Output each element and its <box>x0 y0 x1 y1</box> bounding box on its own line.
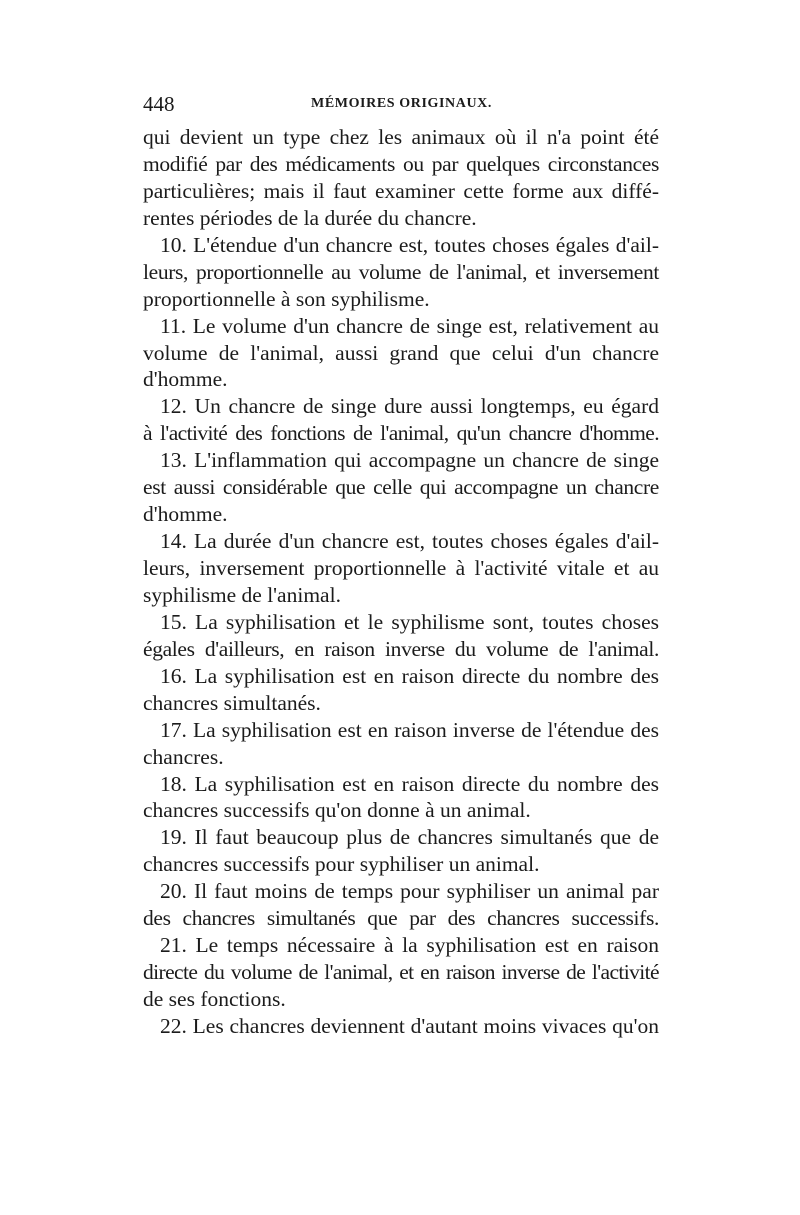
text-line: 16. La syphilisation est en raison directe du nombre des <box>160 663 659 688</box>
text-line: des chancres simultanés que par des chancres successifs. <box>143 906 659 931</box>
text-line: 12. Un chancre de singe dure aussi longtemps, eu égard <box>160 394 659 419</box>
text-line: 20. Il faut moins de temps pour syphiliser un animal par <box>160 879 659 904</box>
text-line: modifié par des médicaments ou par quelques circonstances <box>143 151 659 176</box>
text-line: chancres simultanés. <box>143 690 321 715</box>
text-line: 17. La syphilisation est en raison inverse de l'étendue des <box>160 717 659 742</box>
running-head <box>143 92 659 122</box>
text-line: 14. La durée d'un chancre est, toutes choses égales d'ail- <box>160 529 659 554</box>
text-line: leurs, inversement proportionnelle à l'activité vitale et au <box>143 556 659 580</box>
book-page <box>143 92 659 1040</box>
text-line: chancres. <box>143 744 224 769</box>
text-line: d'homme. <box>143 502 228 527</box>
text-line: 22. Les chancres deviennent d'autant moins vivaces qu'on <box>160 1013 659 1038</box>
text-line: 19. Il faut beaucoup plus de chancres simultanés que de <box>160 825 659 850</box>
text-line: à l'activité des fonctions de l'animal, qu'un chancre d'homme. <box>143 421 659 446</box>
text-line: d'homme. <box>143 367 228 392</box>
page-number: 448 <box>143 92 175 116</box>
text-line: égales d'ailleurs, en raison inverse du volume de l'animal. <box>143 636 659 661</box>
text-line: chancres successifs qu'on donne à un animal. <box>143 798 531 823</box>
body-text <box>143 124 659 1040</box>
text-line: particulières; mais il faut examiner cette forme aux diffé- <box>143 178 659 203</box>
text-line: 11. Le volume d'un chancre de singe est, relativement au <box>160 313 659 338</box>
text-line: syphilisme de l'animal. <box>143 582 341 607</box>
text-line: qui devient un type chez les animaux où il n'a point été <box>143 125 659 149</box>
text-line: directe du volume de l'animal, et en raison inverse de l'activité <box>143 960 659 985</box>
text-line: 13. L'inflammation qui accompagne un chancre de singe <box>160 448 659 473</box>
text-line: est aussi considérable que celle qui accompagne un chancre <box>143 475 659 500</box>
text-line: 10. L'étendue d'un chancre est, toutes choses égales d'ail- <box>160 232 659 257</box>
text-line: de ses fonctions. <box>143 987 286 1011</box>
text-line: 18. La syphilisation est en raison directe du nombre des <box>160 771 659 796</box>
running-title: MÉMOIRES ORIGINAUX. <box>311 96 492 111</box>
text-line: 15. La syphilisation et le syphilisme sont, toutes choses <box>160 609 659 634</box>
text-line: proportionnelle à son syphilisme. <box>143 286 430 311</box>
text-line: chancres successifs pour syphiliser un animal. <box>143 852 540 877</box>
text-line: 21. Le temps nécessaire à la syphilisation est en raison <box>160 933 659 958</box>
text-line: leurs, proportionnelle au volume de l'animal, et inversement <box>143 259 659 284</box>
text-line: rentes périodes de la durée du chancre. <box>143 205 477 230</box>
text-line: volume de l'animal, aussi grand que celui d'un chancre <box>143 340 659 365</box>
